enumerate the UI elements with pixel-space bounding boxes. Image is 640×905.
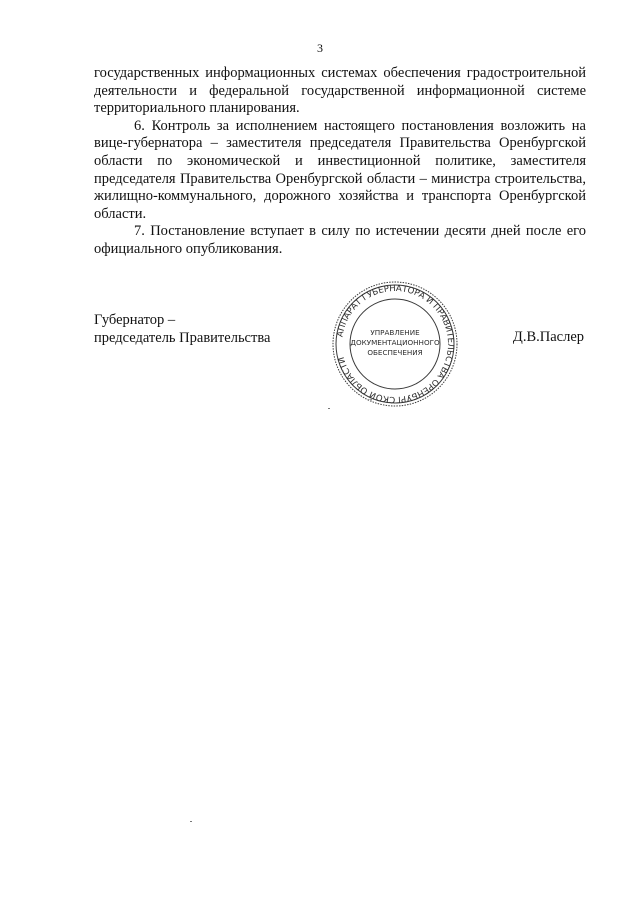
paragraph-continuation: государственных информационных системах обеспечения градостроительной деятельности и федеральной государственной информационной системе территориального планирования. <box>94 65 586 117</box>
signatory-name: Д.В.Паслер <box>512 329 584 345</box>
signatory-title-line1: Губернатор – <box>94 312 176 328</box>
stamp-center-line2: ДОКУМЕНТАЦИОННОГО <box>350 338 440 347</box>
document-body <box>94 65 586 259</box>
signatory-title <box>94 311 270 347</box>
signatory-title-line2: председатель Правительства <box>94 330 271 346</box>
scan-speck <box>190 821 192 822</box>
stamp-center-line1: УПРАВЛЕНИЕ <box>370 328 420 337</box>
stamp-center-line3: ОБЕСПЕЧЕНИЯ <box>367 348 423 357</box>
stamp-ring-text: АППАРАТ ГУБЕРНАТОРА И ПРАВИТЕЛЬСТВА ОРЕНБУРГСКОЙ ОБЛАСТИ <box>335 283 456 405</box>
page-number: 3 <box>317 41 323 55</box>
paragraph-6: 6. Контроль за исполнением настоящего постановления возложить на вице-губернатора – заместителя председателя Правительства Оренбургской области по экономической и инвестиционной политике, заместителя председателя Правительства Оренбургской области – министра строительства, жилищно-коммунального, дорожного хозяйства и транспорта Оренбургской области. <box>94 117 586 222</box>
official-stamp <box>331 280 459 408</box>
scan-speck <box>328 408 330 409</box>
paragraph-7: 7. Постановление вступает в силу по истечении десяти дней после его официального опубликования. <box>94 223 586 257</box>
